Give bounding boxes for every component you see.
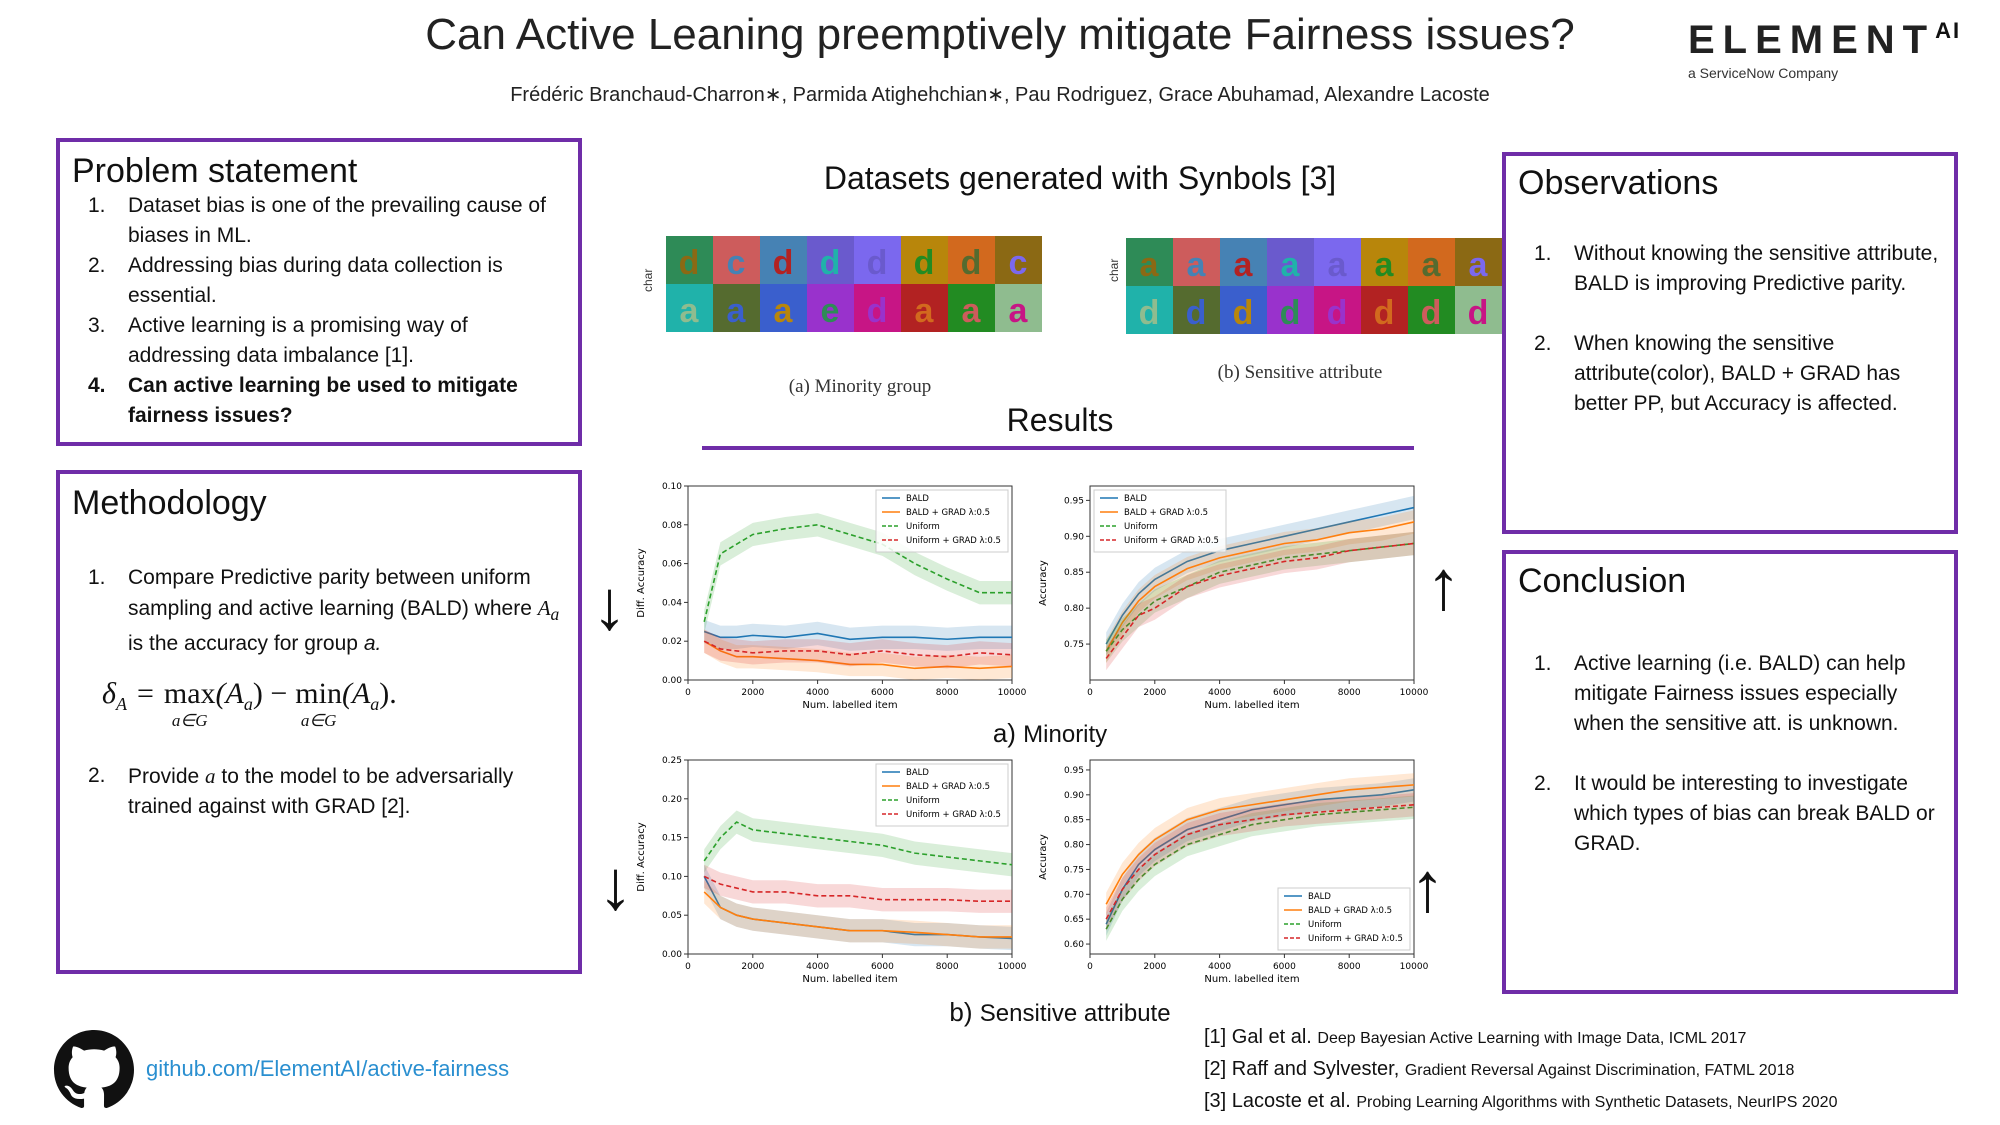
- item-number: 2.: [1534, 332, 1552, 355]
- y-tick-label: 0.10: [661, 872, 682, 883]
- problem-statement-title: Problem statement: [72, 152, 358, 190]
- logo-ai: AI: [1935, 18, 1962, 43]
- y-tick-label: 0.75: [1063, 640, 1084, 651]
- item-text: Compare Predictive parity between uniform sampling and active learning (BALD) where: [128, 566, 532, 620]
- chart-sensitive-accuracy: [1032, 756, 1429, 996]
- conclusion-item: [1518, 769, 1942, 859]
- formula-part: =: [136, 677, 154, 711]
- y-tick-label: 0.20: [661, 794, 682, 805]
- ref-lead: [3] Lacoste et al.: [1204, 1090, 1351, 1112]
- x-tick-label: 8000: [1337, 688, 1361, 698]
- item-number: 1.: [88, 194, 106, 217]
- x-tick-label: 0: [685, 962, 691, 972]
- ref-rest: Deep Bayesian Active Learning with Image Data, ICML 2017: [1317, 1030, 1747, 1047]
- problem-list: [72, 191, 566, 431]
- caption-text: Sensitive attribute: [979, 1000, 1171, 1027]
- dataset-tile-glyph: d: [1326, 294, 1348, 332]
- reference-item: [1204, 1022, 1994, 1054]
- arrow-up-icon: ↑: [1410, 848, 1445, 926]
- logo-word: ELEMENT: [1688, 18, 1936, 62]
- ref-rest: Gradient Reversal Against Discrimination, FATML 2018: [1404, 1062, 1795, 1079]
- formula-part: (A: [341, 677, 371, 711]
- legend-label: BALD + GRAD λ:0.5: [1124, 508, 1209, 518]
- ref-lead: [2] Raff and Sylvester,: [1204, 1058, 1400, 1080]
- legend-label: Uniform: [906, 796, 940, 806]
- formula-part: A: [115, 694, 127, 715]
- formula-part: ).: [379, 677, 397, 711]
- x-tick-label: 8000: [935, 962, 959, 972]
- dataset-tile-glyph: d: [1185, 294, 1207, 332]
- observation-item: [1518, 239, 1942, 299]
- x-tick-label: 4000: [1208, 962, 1232, 972]
- formula-part: δ: [102, 677, 116, 711]
- dataset-tile-glyph: d: [1420, 294, 1442, 332]
- item-text: group: [304, 632, 358, 656]
- x-tick-label: 4000: [806, 688, 830, 698]
- x-tick-label: 6000: [870, 688, 894, 698]
- dataset-tile-glyph: d: [1138, 294, 1160, 332]
- results-caption-sensitive: [860, 997, 1260, 1028]
- char-label-a: char: [641, 268, 655, 292]
- item-number: 4.: [88, 374, 106, 397]
- x-tick-label: 6000: [1272, 688, 1296, 698]
- x-tick-label: 4000: [806, 962, 830, 972]
- x-tick-label: 0: [1087, 688, 1093, 698]
- formula-part: a: [243, 694, 253, 715]
- dataset-tile-glyph: a: [914, 292, 934, 330]
- item-text: It would be interesting to investigate which types of bias can break BALD or GRAD.: [1574, 772, 1935, 855]
- legend-label: BALD + GRAD λ:0.5: [1308, 906, 1393, 916]
- methodology-item: [72, 761, 566, 822]
- y-tick-label: 0.80: [1063, 840, 1084, 851]
- methodology-box: [56, 470, 582, 974]
- y-axis-label: Diff. Accuracy: [636, 548, 647, 618]
- item-text: Can active learning be used to mitigate fairness issues?: [128, 374, 518, 427]
- problem-item: [72, 251, 566, 311]
- x-tick-label: 4000: [1208, 688, 1232, 698]
- dataset-tile-glyph: d: [678, 244, 700, 282]
- item-number: 2.: [1534, 772, 1552, 795]
- dataset-tile-glyph: a: [726, 292, 746, 330]
- x-tick-label: 2000: [1143, 688, 1167, 698]
- y-tick-label: 0.05: [661, 911, 682, 922]
- item-number: 2.: [88, 764, 106, 788]
- formula-part: min: [295, 677, 342, 711]
- dataset-tile-glyph: a: [1468, 246, 1488, 284]
- dataset-tile-glyph: a: [679, 292, 699, 330]
- y-axis-label: Accuracy: [1038, 834, 1049, 880]
- y-tick-label: 0.90: [1063, 790, 1084, 801]
- observations-title: Observations: [1518, 164, 1719, 202]
- methodology-title: Methodology: [72, 484, 267, 522]
- reference-item: [1204, 1054, 1994, 1086]
- x-tick-label: 6000: [1272, 962, 1296, 972]
- dataset-tile-glyph: d: [1373, 294, 1395, 332]
- dataset-tile-glyph: d: [1279, 294, 1301, 332]
- x-tick-label: 10000: [1399, 688, 1429, 698]
- y-tick-label: 0.95: [1063, 496, 1084, 507]
- x-tick-label: 0: [685, 688, 691, 698]
- y-axis-label: Diff. Accuracy: [636, 822, 647, 892]
- legend-label: Uniform: [1308, 920, 1342, 930]
- problem-statement-box: [56, 138, 582, 446]
- arrow-up-icon: ↑: [1426, 546, 1461, 624]
- chart-minority-diff-accuracy: [630, 482, 1027, 722]
- item-text: Addressing bias during data collection is essential.: [128, 254, 503, 307]
- poster-title: Can Active Leaning preemptively mitigate Fairness issues?: [425, 10, 1575, 59]
- arrow-down-icon: ↓: [592, 566, 627, 644]
- problem-item-highlight: [72, 371, 566, 431]
- dataset-tile-glyph: a: [961, 292, 981, 330]
- caption-letter: b): [949, 997, 973, 1027]
- item-text: When knowing the sensitive attribute(color), BALD + GRAD has better PP, but Accuracy is affected.: [1574, 332, 1901, 415]
- y-axis-label: Accuracy: [1038, 560, 1049, 606]
- x-tick-label: 2000: [741, 962, 765, 972]
- item-text: is the accuracy for: [128, 632, 299, 656]
- y-tick-label: 0.00: [661, 950, 682, 960]
- formula-part: ) −: [252, 677, 288, 711]
- legend-label: BALD: [906, 494, 929, 504]
- methodology-list: [72, 563, 566, 659]
- element-ai-logo: [1688, 18, 1988, 81]
- chart-minority-accuracy: [1032, 482, 1429, 722]
- y-tick-label: 0.02: [661, 637, 682, 648]
- legend-label: Uniform + GRAD λ:0.5: [1124, 536, 1219, 546]
- x-axis-label: Num. labelled item: [802, 700, 898, 711]
- dataset-tile-glyph: e: [820, 292, 840, 330]
- x-axis-label: Num. labelled item: [802, 974, 898, 985]
- x-tick-label: 10000: [997, 688, 1027, 698]
- ref-lead: [1] Gal et al.: [1204, 1026, 1312, 1048]
- dataset-tile-glyph: d: [913, 244, 935, 282]
- dataset-tile-glyph: d: [1232, 294, 1254, 332]
- formula-part: max: [163, 677, 216, 711]
- dataset-grid-minority: [666, 236, 1042, 332]
- dataset-tile-glyph: d: [772, 244, 794, 282]
- y-tick-label: 0.60: [1063, 940, 1084, 951]
- item-text: Dataset bias is one of the prevailing cause of biases in ML.: [128, 194, 546, 247]
- github-icon[interactable]: [54, 1030, 134, 1110]
- y-tick-label: 0.00: [661, 676, 682, 686]
- y-tick-label: 0.10: [661, 482, 682, 492]
- legend-label: Uniform + GRAD λ:0.5: [906, 536, 1001, 546]
- legend-label: Uniform + GRAD λ:0.5: [906, 810, 1001, 820]
- symbol-A: A: [537, 596, 551, 620]
- legend-label: Uniform: [1124, 522, 1158, 532]
- conclusion-box: [1502, 550, 1958, 994]
- y-tick-label: 0.85: [1063, 815, 1084, 826]
- dataset-tile-glyph: a: [1186, 246, 1206, 284]
- references: [1204, 1022, 1994, 1118]
- author-list: Frédéric Branchaud-Charron∗, Parmida Atighehchian∗, Pau Rodriguez, Grace Abuhamad, Alexandre Lacoste: [510, 84, 1490, 106]
- results-caption-minority: [900, 718, 1200, 749]
- y-tick-label: 0.65: [1063, 915, 1084, 926]
- item-number: 3.: [88, 314, 106, 337]
- y-tick-label: 0.85: [1063, 568, 1084, 579]
- methodology-item: [72, 563, 566, 659]
- dataset-grid-sensitive: [1126, 238, 1502, 334]
- formula-part: a: [370, 694, 380, 715]
- dataset-tile-glyph: a: [1233, 246, 1253, 284]
- x-tick-label: 10000: [997, 962, 1027, 972]
- dataset-tile-glyph: d: [819, 244, 841, 282]
- results-divider: [702, 446, 1414, 450]
- dataset-tile-glyph: d: [866, 244, 888, 282]
- y-tick-label: 0.04: [661, 598, 682, 609]
- problem-item: [72, 191, 566, 251]
- dataset-tile-glyph: a: [1280, 246, 1300, 284]
- dataset-tile-glyph: a: [1327, 246, 1347, 284]
- x-tick-label: 10000: [1399, 962, 1429, 972]
- item-number: 1.: [1534, 652, 1552, 675]
- observation-item: [1518, 329, 1942, 419]
- methodology-list-2: [72, 761, 566, 822]
- ref-rest: Probing Learning Algorithms with Synthetic Datasets, NeurIPS 2020: [1356, 1094, 1838, 1111]
- dataset-tile-glyph: a: [773, 292, 793, 330]
- x-tick-label: 0: [1087, 962, 1093, 972]
- dataset-tile-glyph: a: [1374, 246, 1394, 284]
- x-axis-label: Num. labelled item: [1204, 974, 1300, 985]
- legend-label: BALD + GRAD λ:0.5: [906, 782, 991, 792]
- dataset-tile-glyph: d: [960, 244, 982, 282]
- legend-label: BALD + GRAD λ:0.5: [906, 508, 991, 518]
- formula-part: a∈G: [171, 711, 208, 731]
- dataset-tile-glyph: d: [866, 292, 888, 330]
- conclusion-item: [1518, 649, 1942, 739]
- dataset-tile-glyph: a: [1139, 246, 1159, 284]
- symbol-a: a: [550, 604, 560, 625]
- legend-label: BALD: [1308, 892, 1331, 902]
- legend-label: Uniform + GRAD λ:0.5: [1308, 934, 1403, 944]
- y-tick-label: 0.70: [1063, 890, 1084, 901]
- legend-label: BALD: [1124, 494, 1147, 504]
- dataset-tile-glyph: d: [1467, 294, 1489, 332]
- y-tick-label: 0.25: [661, 756, 682, 766]
- delta-formula: [102, 677, 566, 731]
- logo-subtitle: a ServiceNow Company: [1688, 65, 1839, 81]
- results-title: Results: [1006, 402, 1114, 438]
- caption-minority-group: (a) Minority group: [788, 376, 932, 397]
- symbol-a-group: [537, 596, 560, 625]
- caption-letter: a): [992, 718, 1016, 748]
- github-link[interactable]: github.com/ElementAI/active-fairness: [146, 1056, 510, 1081]
- item-text: a.: [363, 632, 382, 656]
- problem-item: [72, 311, 566, 371]
- arrow-down-icon: ↓: [598, 846, 633, 924]
- item-text: Provide: [128, 765, 200, 789]
- x-tick-label: 8000: [1337, 962, 1361, 972]
- dataset-tile-glyph: a: [1008, 292, 1028, 330]
- x-tick-label: 8000: [935, 688, 959, 698]
- item-number: 2.: [88, 254, 106, 277]
- observations-list: [1518, 239, 1942, 419]
- y-tick-label: 0.95: [1063, 765, 1084, 776]
- y-tick-label: 0.75: [1063, 865, 1084, 876]
- x-tick-label: 2000: [1143, 962, 1167, 972]
- chart-sensitive-diff-accuracy: [630, 756, 1027, 996]
- legend-label: BALD: [906, 768, 929, 778]
- reference-item: [1204, 1086, 1994, 1118]
- dataset-tile-glyph: c: [1008, 244, 1028, 282]
- conclusion-title: Conclusion: [1518, 562, 1687, 600]
- y-tick-label: 0.06: [661, 559, 682, 570]
- y-tick-label: 0.90: [1063, 532, 1084, 543]
- item-text: Without knowing the sensitive attribute, BALD is improving Predictive parity.: [1574, 242, 1939, 295]
- item-text: to the model to be adversarially trained against with GRAD [2].: [128, 765, 514, 819]
- item-number: 1.: [1534, 242, 1552, 265]
- dataset-tile-glyph: a: [1421, 246, 1441, 284]
- caption-sensitive-attribute: (b) Sensitive attribute: [1217, 362, 1383, 383]
- legend-label: Uniform: [906, 522, 940, 532]
- observations-box: [1502, 152, 1958, 534]
- datasets-title: Datasets generated with Synbols [3]: [823, 160, 1337, 196]
- y-tick-label: 0.15: [661, 833, 682, 844]
- caption-text: Minority: [1023, 721, 1108, 748]
- char-label-b: char: [1107, 258, 1121, 282]
- y-tick-label: 0.80: [1063, 604, 1084, 615]
- formula-part: (A: [215, 677, 244, 711]
- dataset-tile-glyph: c: [726, 244, 746, 282]
- item-text: Active learning (i.e. BALD) can help mitigate Fairness issues especially when the sensitive att. is unknown.: [1574, 652, 1906, 735]
- item-number: 1.: [88, 566, 106, 589]
- x-tick-label: 2000: [741, 688, 765, 698]
- x-tick-label: 6000: [870, 962, 894, 972]
- conclusion-list: [1518, 649, 1942, 859]
- item-text: Active learning is a promising way of addressing data imbalance [1].: [128, 314, 468, 367]
- x-axis-label: Num. labelled item: [1204, 700, 1300, 711]
- formula-part: a∈G: [300, 711, 337, 731]
- y-tick-label: 0.08: [661, 520, 682, 531]
- symbol-a: a: [205, 764, 216, 789]
